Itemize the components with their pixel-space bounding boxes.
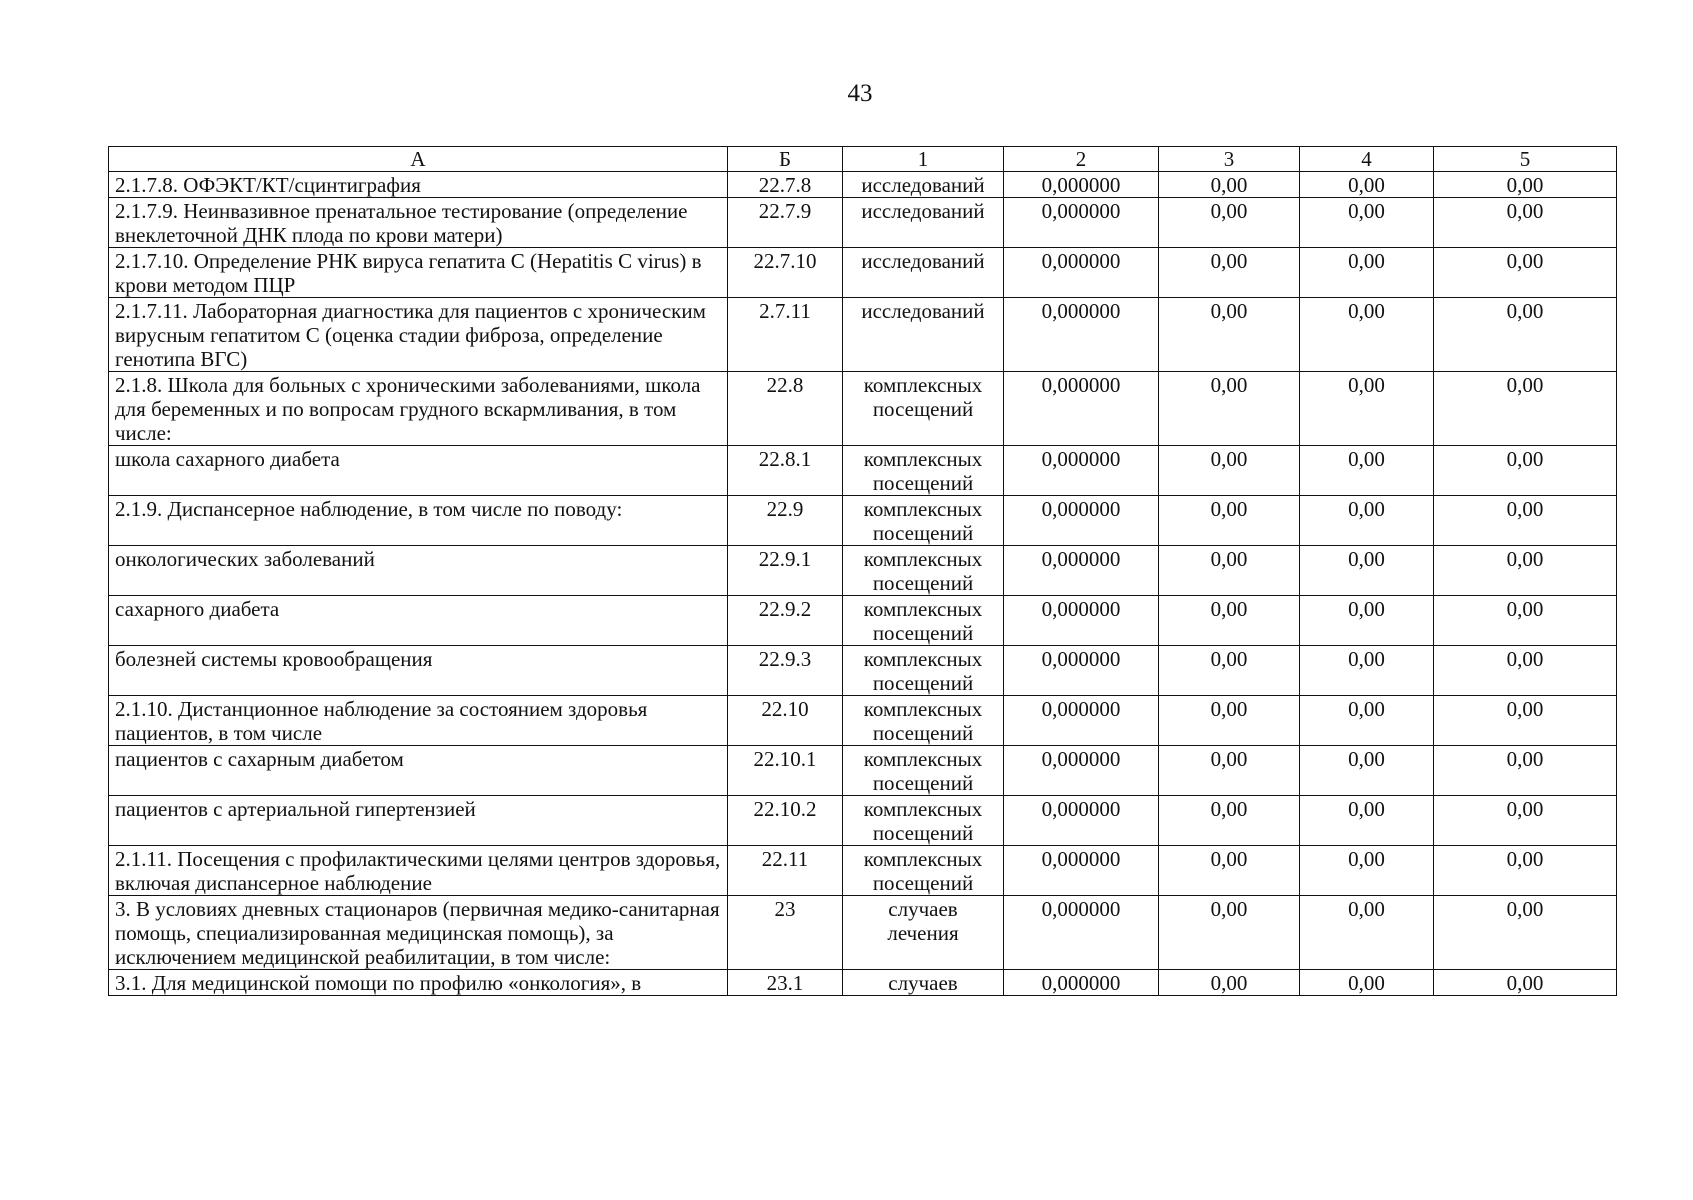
table-row xyxy=(109,546,1617,596)
cell-code: 22.10.1 xyxy=(728,746,843,796)
cell-value-5: 0,00 xyxy=(1434,446,1617,496)
cell-value-2: 0,000000 xyxy=(1004,596,1159,646)
table-row xyxy=(109,172,1617,198)
cell-value-3: 0,00 xyxy=(1159,696,1300,746)
table-row xyxy=(109,696,1617,746)
cell-value-3: 0,00 xyxy=(1159,846,1300,896)
cell-value-4: 0,00 xyxy=(1300,646,1434,696)
header-cell-3: 3 xyxy=(1159,147,1300,172)
cell-unit: комплексных посещений xyxy=(843,596,1004,646)
cell-value-4: 0,00 xyxy=(1300,248,1434,298)
cell-code: 22.7.9 xyxy=(728,198,843,248)
cell-unit: комплексных посещений xyxy=(843,372,1004,446)
cell-description: болезней системы кровообращения xyxy=(109,646,728,696)
cell-unit: исследований xyxy=(843,298,1004,372)
header-cell-a: А xyxy=(109,147,728,172)
header-cell-5: 5 xyxy=(1434,147,1617,172)
cell-code: 2.7.11 xyxy=(728,298,843,372)
cell-value-3: 0,00 xyxy=(1159,970,1300,996)
cell-value-2: 0,000000 xyxy=(1004,846,1159,896)
cell-value-4: 0,00 xyxy=(1300,446,1434,496)
cell-unit: комплексных посещений xyxy=(843,646,1004,696)
cell-unit: исследований xyxy=(843,248,1004,298)
cell-value-3: 0,00 xyxy=(1159,298,1300,372)
cell-description: онкологических заболеваний xyxy=(109,546,728,596)
cell-value-3: 0,00 xyxy=(1159,596,1300,646)
cell-value-3: 0,00 xyxy=(1159,446,1300,496)
cell-value-2: 0,000000 xyxy=(1004,696,1159,746)
cell-code: 22.7.10 xyxy=(728,248,843,298)
cell-value-4: 0,00 xyxy=(1300,198,1434,248)
cell-code: 22.9.2 xyxy=(728,596,843,646)
cell-code: 23.1 xyxy=(728,970,843,996)
cell-value-5: 0,00 xyxy=(1434,248,1617,298)
cell-value-5: 0,00 xyxy=(1434,696,1617,746)
data-table xyxy=(108,146,1617,996)
table-row xyxy=(109,746,1617,796)
cell-value-3: 0,00 xyxy=(1159,172,1300,198)
table-row xyxy=(109,796,1617,846)
cell-code: 22.8.1 xyxy=(728,446,843,496)
cell-code: 22.9 xyxy=(728,496,843,546)
table-row xyxy=(109,198,1617,248)
table-row xyxy=(109,646,1617,696)
cell-code: 23 xyxy=(728,896,843,970)
table-row xyxy=(109,970,1617,996)
cell-value-5: 0,00 xyxy=(1434,198,1617,248)
cell-value-4: 0,00 xyxy=(1300,896,1434,970)
cell-description: 2.1.10. Дистанционное наблюдение за состоянием здоровья пациентов, в том числе xyxy=(109,696,728,746)
cell-value-3: 0,00 xyxy=(1159,746,1300,796)
cell-value-2: 0,000000 xyxy=(1004,796,1159,846)
table-row xyxy=(109,896,1617,970)
header-cell-1: 1 xyxy=(843,147,1004,172)
cell-description: пациентов с артериальной гипертензией xyxy=(109,796,728,846)
cell-value-2: 0,000000 xyxy=(1004,298,1159,372)
cell-value-3: 0,00 xyxy=(1159,646,1300,696)
cell-value-2: 0,000000 xyxy=(1004,746,1159,796)
header-row xyxy=(109,147,1617,172)
cell-value-5: 0,00 xyxy=(1434,298,1617,372)
cell-unit: исследований xyxy=(843,172,1004,198)
cell-description: сахарного диабета xyxy=(109,596,728,646)
cell-description: 2.1.9. Диспансерное наблюдение, в том числе по поводу: xyxy=(109,496,728,546)
table-row xyxy=(109,496,1617,546)
cell-unit: комплексных посещений xyxy=(843,846,1004,896)
cell-value-5: 0,00 xyxy=(1434,546,1617,596)
cell-code: 22.7.8 xyxy=(728,172,843,198)
cell-description: 2.1.11. Посещения с профилактическими целями центров здоровья, включая диспансерное наблюдение xyxy=(109,846,728,896)
cell-value-4: 0,00 xyxy=(1300,796,1434,846)
header-cell-4: 4 xyxy=(1300,147,1434,172)
cell-value-5: 0,00 xyxy=(1434,846,1617,896)
cell-description: 2.1.7.10. Определение РНК вируса гепатита С (Hepatitis С virus) в крови методом ПЦР xyxy=(109,248,728,298)
cell-code: 22.9.3 xyxy=(728,646,843,696)
table-row xyxy=(109,298,1617,372)
cell-description: 3.1. Для медицинской помощи по профилю «онкология», в xyxy=(109,970,728,996)
cell-value-5: 0,00 xyxy=(1434,896,1617,970)
cell-code: 22.10 xyxy=(728,696,843,746)
cell-value-2: 0,000000 xyxy=(1004,446,1159,496)
cell-unit: исследований xyxy=(843,198,1004,248)
cell-unit: комплексных посещений xyxy=(843,796,1004,846)
cell-value-2: 0,000000 xyxy=(1004,546,1159,596)
cell-value-3: 0,00 xyxy=(1159,896,1300,970)
cell-value-2: 0,000000 xyxy=(1004,198,1159,248)
cell-value-2: 0,000000 xyxy=(1004,970,1159,996)
cell-value-4: 0,00 xyxy=(1300,372,1434,446)
cell-value-3: 0,00 xyxy=(1159,198,1300,248)
table-row xyxy=(109,596,1617,646)
cell-value-4: 0,00 xyxy=(1300,546,1434,596)
cell-code: 22.10.2 xyxy=(728,796,843,846)
cell-value-4: 0,00 xyxy=(1300,298,1434,372)
cell-value-4: 0,00 xyxy=(1300,496,1434,546)
table-row xyxy=(109,846,1617,896)
cell-description: пациентов с сахарным диабетом xyxy=(109,746,728,796)
cell-code: 22.11 xyxy=(728,846,843,896)
cell-value-2: 0,000000 xyxy=(1004,172,1159,198)
cell-value-2: 0,000000 xyxy=(1004,646,1159,696)
cell-value-2: 0,000000 xyxy=(1004,896,1159,970)
cell-value-2: 0,000000 xyxy=(1004,248,1159,298)
cell-description: 2.1.7.9. Неинвазивное пренатальное тестирование (определение внеклеточной ДНК плода по крови матери) xyxy=(109,198,728,248)
cell-unit: комплексных посещений xyxy=(843,496,1004,546)
header-cell-b: Б xyxy=(728,147,843,172)
cell-code: 22.8 xyxy=(728,372,843,446)
cell-unit: комплексных посещений xyxy=(843,746,1004,796)
cell-description: 2.1.8. Школа для больных с хроническими заболеваниями, школа для беременных и по вопросам грудного вскармливания, в том числе: xyxy=(109,372,728,446)
table-row xyxy=(109,372,1617,446)
cell-value-4: 0,00 xyxy=(1300,596,1434,646)
cell-value-3: 0,00 xyxy=(1159,796,1300,846)
cell-value-5: 0,00 xyxy=(1434,372,1617,446)
cell-value-2: 0,000000 xyxy=(1004,372,1159,446)
cell-description: 3. В условиях дневных стационаров (первичная медико-санитарная помощь, специализированная медицинская помощь), за исключением медицинской реабилитации, в том числе: xyxy=(109,896,728,970)
cell-description: 2.1.7.11. Лабораторная диагностика для пациентов с хроническим вирусным гепатитом С (оценка стадии фиброза, определение генотипа ВГС) xyxy=(109,298,728,372)
cell-description: 2.1.7.8. ОФЭКТ/КТ/сцинтиграфия xyxy=(109,172,728,198)
cell-value-5: 0,00 xyxy=(1434,796,1617,846)
cell-value-4: 0,00 xyxy=(1300,970,1434,996)
header-cell-2: 2 xyxy=(1004,147,1159,172)
cell-value-5: 0,00 xyxy=(1434,596,1617,646)
cell-value-5: 0,00 xyxy=(1434,172,1617,198)
cell-value-4: 0,00 xyxy=(1300,846,1434,896)
cell-value-4: 0,00 xyxy=(1300,696,1434,746)
cell-unit: комплексных посещений xyxy=(843,546,1004,596)
cell-value-2: 0,000000 xyxy=(1004,496,1159,546)
cell-value-5: 0,00 xyxy=(1434,646,1617,696)
page-number: 43 xyxy=(847,80,873,107)
cell-value-5: 0,00 xyxy=(1434,746,1617,796)
cell-value-3: 0,00 xyxy=(1159,372,1300,446)
cell-unit: случаев лечения xyxy=(843,896,1004,970)
table-row xyxy=(109,446,1617,496)
cell-value-5: 0,00 xyxy=(1434,496,1617,546)
cell-code: 22.9.1 xyxy=(728,546,843,596)
cell-unit: комплексных посещений xyxy=(843,446,1004,496)
cell-value-5: 0,00 xyxy=(1434,970,1617,996)
cell-unit: комплексных посещений xyxy=(843,696,1004,746)
cell-value-4: 0,00 xyxy=(1300,172,1434,198)
cell-value-3: 0,00 xyxy=(1159,546,1300,596)
cell-unit: случаев xyxy=(843,970,1004,996)
cell-value-3: 0,00 xyxy=(1159,248,1300,298)
cell-value-3: 0,00 xyxy=(1159,496,1300,546)
cell-value-4: 0,00 xyxy=(1300,746,1434,796)
cell-description: школа сахарного диабета xyxy=(109,446,728,496)
table-row xyxy=(109,248,1617,298)
